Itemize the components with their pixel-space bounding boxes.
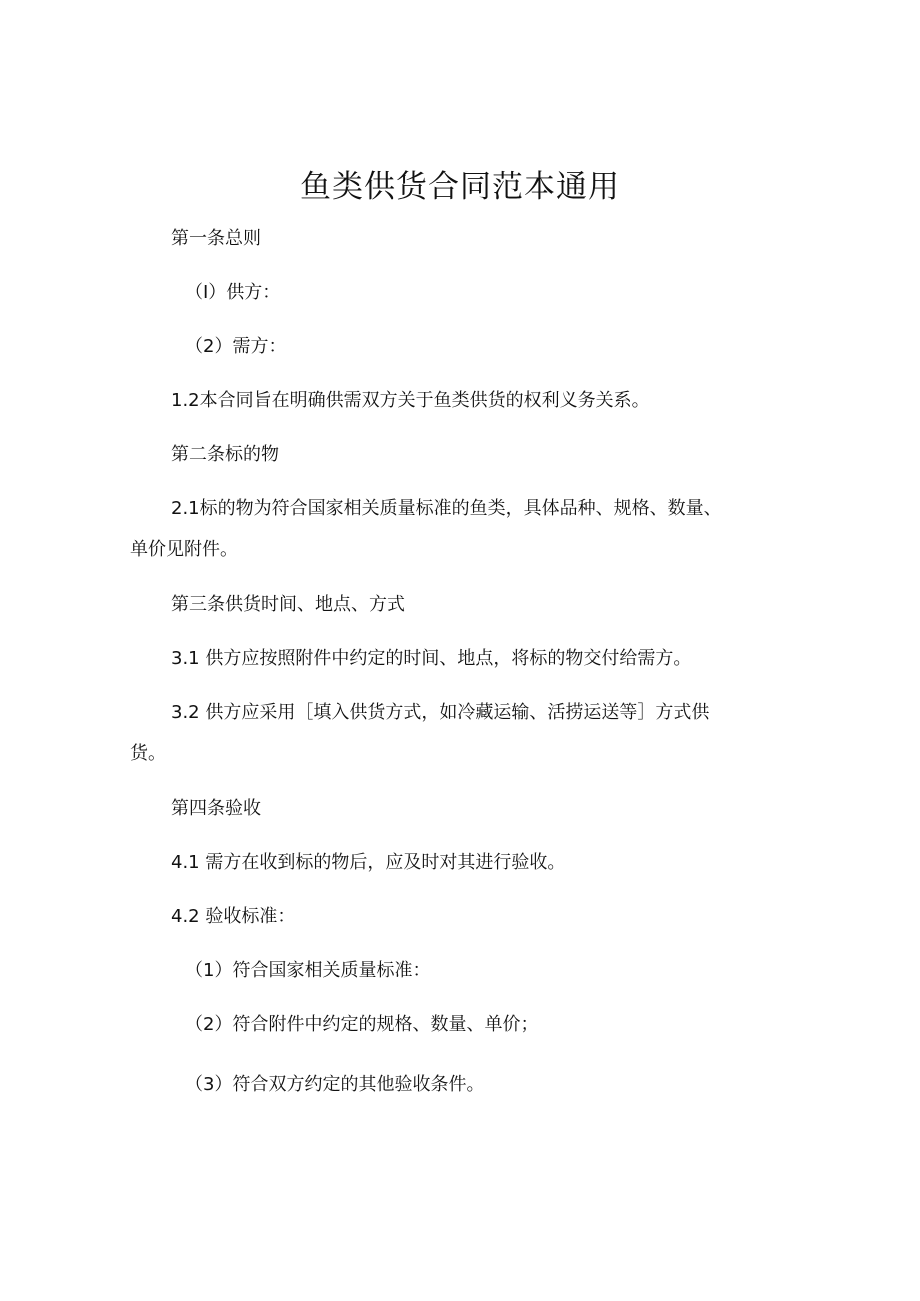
clause-3-2-line1: 3.2 供方应采用［填入供货方式，如冷藏运输、活捞运送等］方式供 [171,702,710,723]
section-3-heading: 第三条供货时间、地点、方式 [171,594,405,615]
clause-4-2-item-1: （1）符合国家相关质量标准： [185,960,431,981]
clause-2-1-line1: 2.1标的物为符合国家相关质量标准的鱼类，具体品种、规格、数量、 [171,498,722,519]
clause-3-2-line2: 货。 [130,743,166,764]
clause-2-1-line2: 单价见附件。 [130,539,238,560]
clause-buyer: （2）需方： [185,336,287,357]
clause-4-2-item-3: （3）符合双方约定的其他验收条件。 [185,1074,485,1095]
clause-supplier: （I）供方： [185,282,281,303]
section-1-heading: 第一条总则 [171,228,261,249]
clause-1-2: 1.2本合同旨在明确供需双方关于鱼类供货的权利义务关系。 [171,390,650,411]
clause-4-2-item-2: （2）符合附件中约定的规格、数量、单价； [185,1014,539,1035]
document-title: 鱼类供货合同范本通用 [300,169,620,205]
clause-4-1: 4.1 需方在收到标的物后，应及时对其进行验收。 [171,852,566,873]
clause-4-2: 4.2 验收标准： [171,906,296,927]
clause-3-1: 3.1 供方应按照附件中约定的时间、地点，将标的物交付给需方。 [171,648,692,669]
section-4-heading: 第四条验收 [171,798,261,819]
section-2-heading: 第二条标的物 [171,444,279,465]
